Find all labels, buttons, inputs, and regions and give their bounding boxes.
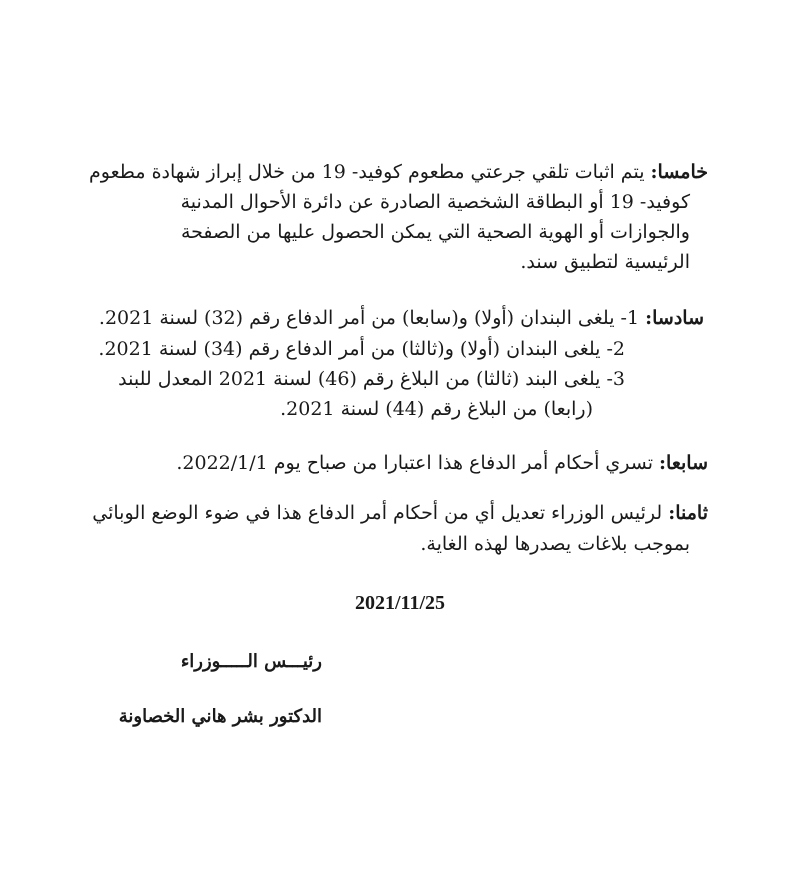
section-eighth-line1	[92, 500, 708, 526]
document-date: 2021/11/25	[354, 592, 445, 614]
section-sixth-item2: 2- يلغى البندان (أولا) و(ثالثا) من أمر الدفاع رقم (34) لسنة 2021.	[98, 338, 625, 360]
section-fifth-line1	[89, 159, 708, 185]
section-eighth-label: ثامنا:	[668, 502, 708, 524]
section-seventh-text: تسري أحكام أمر الدفاع هذا اعتبارا من صباح يوم 2022/1/1.	[176, 452, 653, 474]
section-eighth-text-line1: لرئيس الوزراء تعديل أي من أحكام أمر الدفاع هذا في ضوء الوضع الوبائي	[92, 502, 663, 524]
section-sixth-item1: 1- يلغى البندان (أولا) و(سابعا) من أمر الدفاع رقم (32) لسنة 2021.	[98, 307, 640, 329]
section-fifth-label: خامسا:	[650, 161, 708, 183]
section-seventh	[176, 450, 708, 476]
section-fifth-line4: الرئيسية لتطبيق سند.	[520, 251, 690, 273]
section-sixth-line1	[99, 305, 704, 331]
signature-title: رئيـــس الـــــوزراء	[180, 651, 322, 672]
section-sixth-item3b: (رابعا) من البلاغ رقم (44) لسنة 2021.	[280, 398, 593, 420]
section-sixth-label: سادسا:	[645, 307, 704, 329]
section-fifth-line3: والجوازات أو الهوية الصحية التي يمكن الحصول عليها من الصفحة	[180, 221, 690, 243]
section-sixth-item3a: 3- يلغى البند (ثالثا) من البلاغ رقم (46) لسنة 2021 المعدل للبند	[118, 368, 625, 390]
section-fifth-text-line1: يتم اثبات تلقي جرعتي مطعوم كوفيد- 19 من خلال إبراز شهادة مطعوم	[89, 161, 645, 183]
section-eighth-line2: بموجب بلاغات يصدرها لهذه الغاية.	[420, 533, 690, 555]
signature-name: الدكتور بشر هاني الخصاونة	[118, 706, 322, 727]
section-seventh-label: سابعا:	[659, 452, 708, 474]
section-fifth-line2: كوفيد- 19 أو البطاقة الشخصية الصادرة عن دائرة الأحوال المدنية	[180, 191, 690, 213]
